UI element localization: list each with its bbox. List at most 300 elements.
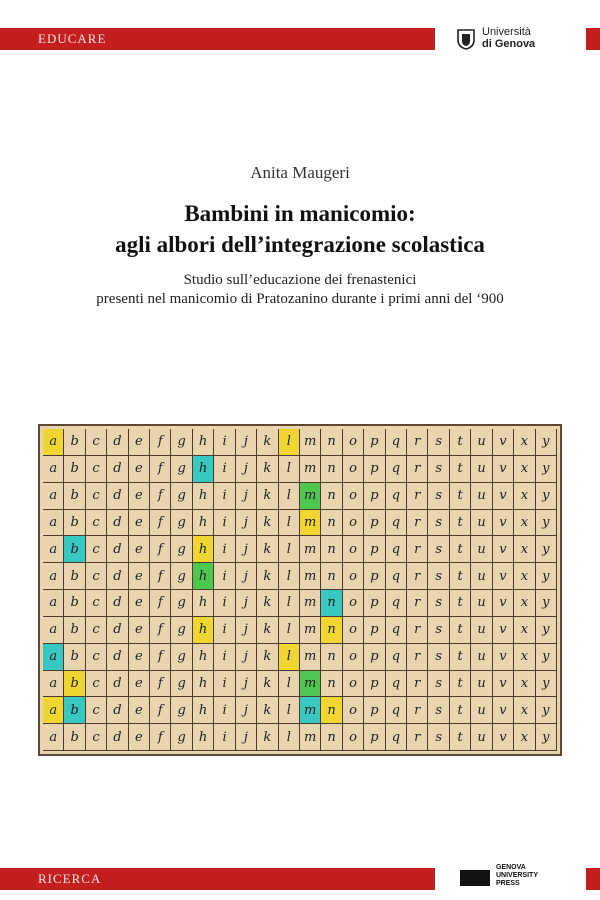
author-name: Anita Maugeri	[250, 163, 350, 182]
grid-letter-cell: d	[107, 563, 128, 590]
grid-letter-cell: j	[236, 671, 257, 698]
grid-letter-cell: p	[364, 429, 385, 456]
grid-letter-cell: l	[279, 671, 300, 698]
grid-letter-cell: t	[450, 697, 471, 724]
grid-letter-cell: i	[214, 671, 235, 698]
publisher-name	[496, 864, 538, 888]
grid-letter-cell: h	[193, 590, 214, 617]
grid-letter-cell: e	[129, 697, 150, 724]
grid-letter-cell: b	[64, 671, 85, 698]
grid-letter-cell: f	[150, 617, 171, 644]
grid-letter-cell: h	[193, 456, 214, 483]
grid-letter-cell: i	[214, 429, 235, 456]
publisher-logo	[460, 860, 570, 894]
grid-letter-cell: k	[257, 617, 278, 644]
grid-letter-cell: y	[536, 536, 557, 563]
grid-letter-cell: v	[493, 563, 514, 590]
grid-letter-cell: p	[364, 456, 385, 483]
grid-letter-cell: d	[107, 536, 128, 563]
grid-letter-cell: d	[107, 671, 128, 698]
grid-letter-cell: c	[86, 429, 107, 456]
grid-letter-cell: i	[214, 590, 235, 617]
title-line1: Bambini in manicomio:	[184, 201, 416, 226]
grid-letter-cell: x	[514, 697, 535, 724]
grid-letter-cell: n	[321, 697, 342, 724]
grid-letter-cell: f	[150, 483, 171, 510]
grid-letter-cell: b	[64, 429, 85, 456]
grid-letter-cell: h	[193, 429, 214, 456]
grid-letter-cell: q	[386, 590, 407, 617]
grid-letter-cell: i	[214, 483, 235, 510]
grid-letter-cell: y	[536, 617, 557, 644]
grid-letter-cell: u	[471, 483, 492, 510]
grid-letter-cell: l	[279, 510, 300, 537]
grid-letter-cell: d	[107, 483, 128, 510]
grid-letter-cell: m	[300, 456, 321, 483]
grid-letter-cell: g	[171, 456, 192, 483]
grid-letter-cell: b	[64, 644, 85, 671]
grid-letter-cell: v	[493, 590, 514, 617]
grid-letter-cell: k	[257, 483, 278, 510]
grid-letter-cell: c	[86, 590, 107, 617]
grid-letter-cell: v	[493, 724, 514, 751]
grid-letter-cell: a	[43, 590, 64, 617]
grid-letter-cell: e	[129, 510, 150, 537]
grid-letter-cell: u	[471, 456, 492, 483]
grid-letter-cell: l	[279, 724, 300, 751]
grid-letter-cell: f	[150, 724, 171, 751]
collection-label: RICERCA	[38, 871, 102, 886]
grid-letter-cell: e	[129, 644, 150, 671]
grid-letter-cell: r	[407, 456, 428, 483]
book-subtitle	[0, 271, 600, 309]
grid-letter-cell: m	[300, 483, 321, 510]
grid-letter-cell: u	[471, 724, 492, 751]
grid-letter-cell: u	[471, 617, 492, 644]
grid-letter-cell: p	[364, 563, 385, 590]
title-line2: agli albori dell’integrazione scolastica	[115, 232, 485, 257]
grid-letter-cell: n	[321, 483, 342, 510]
grid-letter-cell: i	[214, 644, 235, 671]
grid-letter-cell: h	[193, 671, 214, 698]
grid-letter-cell: a	[43, 510, 64, 537]
grid-letter-cell: p	[364, 536, 385, 563]
grid-letter-cell: o	[343, 536, 364, 563]
grid-letter-cell: u	[471, 563, 492, 590]
grid-letter-cell: q	[386, 671, 407, 698]
grid-letter-cell: r	[407, 483, 428, 510]
grid-letter-cell: i	[214, 724, 235, 751]
grid-letter-cell: j	[236, 510, 257, 537]
grid-letter-cell: x	[514, 671, 535, 698]
publisher-line2: UNIVERSITY	[496, 872, 539, 879]
grid-letter-cell: e	[129, 590, 150, 617]
grid-letter-cell: f	[150, 563, 171, 590]
grid-letter-cell: r	[407, 724, 428, 751]
grid-letter-cell: v	[493, 644, 514, 671]
university-line1: Università	[482, 26, 531, 38]
grid-letter-cell: f	[150, 671, 171, 698]
grid-letter-cell: x	[514, 429, 535, 456]
grid-letter-cell: j	[236, 724, 257, 751]
grid-letter-cell: f	[150, 644, 171, 671]
grid-letter-cell: q	[386, 429, 407, 456]
grid-letter-cell: o	[343, 644, 364, 671]
grid-letter-cell: p	[364, 644, 385, 671]
grid-letter-cell: i	[214, 536, 235, 563]
grid-letter-cell: a	[43, 617, 64, 644]
grid-letter-cell: j	[236, 536, 257, 563]
grid-letter-cell: n	[321, 671, 342, 698]
grid-letter-cell: r	[407, 510, 428, 537]
grid-letter-cell: y	[536, 563, 557, 590]
grid-letter-cell: m	[300, 510, 321, 537]
grid-letter-cell: e	[129, 724, 150, 751]
subtitle-line2: presenti nel manicomio di Pratozanino durante i primi anni del ‘900	[96, 291, 504, 307]
grid-letter-cell: h	[193, 510, 214, 537]
grid-letter-cell: c	[86, 483, 107, 510]
grid-letter-cell: n	[321, 644, 342, 671]
grid-letter-cell: l	[279, 483, 300, 510]
grid-letter-cell: u	[471, 644, 492, 671]
grid-letter-cell: m	[300, 590, 321, 617]
publisher-line1: GENOVA	[496, 864, 526, 871]
grid-letter-cell: v	[493, 483, 514, 510]
grid-letter-cell: d	[107, 697, 128, 724]
grid-letter-cell: u	[471, 536, 492, 563]
grid-letter-cell: q	[386, 483, 407, 510]
grid-letter-cell: a	[43, 724, 64, 751]
grid-letter-cell: q	[386, 563, 407, 590]
grid-letter-cell: r	[407, 697, 428, 724]
grid-letter-cell: h	[193, 724, 214, 751]
grid-letter-cell: h	[193, 536, 214, 563]
series-band-right	[586, 28, 600, 50]
grid-letter-cell: t	[450, 456, 471, 483]
grid-letter-cell: u	[471, 697, 492, 724]
grid-letter-cell: h	[193, 644, 214, 671]
grid-letter-cell: b	[64, 724, 85, 751]
grid-letter-cell: a	[43, 563, 64, 590]
grid-letter-cell: a	[43, 536, 64, 563]
collection-band-right	[586, 868, 600, 890]
grid-letter-cell: f	[150, 510, 171, 537]
grid-letter-cell: n	[321, 429, 342, 456]
grid-letter-cell: o	[343, 563, 364, 590]
grid-letter-cell: s	[428, 536, 449, 563]
grid-letter-cell: q	[386, 456, 407, 483]
grid-letter-cell: a	[43, 429, 64, 456]
grid-letter-cell: g	[171, 644, 192, 671]
grid-letter-cell: g	[171, 510, 192, 537]
grid-letter-cell: t	[450, 617, 471, 644]
grid-letter-cell: c	[86, 536, 107, 563]
grid-letter-cell: i	[214, 697, 235, 724]
grid-letter-cell: p	[364, 724, 385, 751]
grid-letter-cell: c	[86, 617, 107, 644]
grid-letter-cell: v	[493, 536, 514, 563]
grid-letter-cell: f	[150, 429, 171, 456]
grid-letter-cell: t	[450, 590, 471, 617]
grid-letter-cell: d	[107, 456, 128, 483]
grid-letter-cell: g	[171, 429, 192, 456]
grid-letter-cell: x	[514, 644, 535, 671]
grid-letter-cell: p	[364, 483, 385, 510]
grid-letter-cell: a	[43, 456, 64, 483]
grid-letter-cell: d	[107, 510, 128, 537]
grid-letter-cell: q	[386, 510, 407, 537]
grid-letter-cell: s	[428, 644, 449, 671]
grid-letter-cell: u	[471, 671, 492, 698]
grid-letter-cell: k	[257, 429, 278, 456]
grid-letter-cell: v	[493, 697, 514, 724]
grid-letter-cell: s	[428, 590, 449, 617]
grid-letter-cell: t	[450, 536, 471, 563]
grid-letter-cell: l	[279, 644, 300, 671]
grid-letter-cell: h	[193, 483, 214, 510]
grid-letter-cell: l	[279, 429, 300, 456]
grid-letter-cell: j	[236, 617, 257, 644]
grid-letter-cell: e	[129, 429, 150, 456]
grid-letter-cell: t	[450, 644, 471, 671]
grid-letter-cell: p	[364, 617, 385, 644]
grid-letter-cell: n	[321, 724, 342, 751]
grid-letter-cell: y	[536, 590, 557, 617]
grid-letter-cell: l	[279, 697, 300, 724]
grid-letter-cell: p	[364, 590, 385, 617]
grid-letter-cell: t	[450, 724, 471, 751]
grid-letter-cell: n	[321, 590, 342, 617]
grid-letter-cell: y	[536, 510, 557, 537]
grid-letter-cell: o	[343, 617, 364, 644]
grid-letter-cell: k	[257, 724, 278, 751]
grid-letter-cell: u	[471, 429, 492, 456]
series-band	[0, 28, 435, 50]
grid-letter-cell: c	[86, 563, 107, 590]
grid-letter-cell: t	[450, 483, 471, 510]
grid-letter-cell: d	[107, 644, 128, 671]
university-name	[482, 26, 535, 50]
grid-letter-cell: b	[64, 510, 85, 537]
grid-letter-cell: j	[236, 590, 257, 617]
grid-letter-cell: c	[86, 724, 107, 751]
grid-letter-cell: j	[236, 563, 257, 590]
grid-letter-cell: b	[64, 563, 85, 590]
grid-letter-cell: x	[514, 483, 535, 510]
grid-letter-cell: j	[236, 456, 257, 483]
grid-letter-cell: c	[86, 644, 107, 671]
grid-letter-cell: g	[171, 617, 192, 644]
grid-letter-cell: e	[129, 456, 150, 483]
grid-letter-cell: k	[257, 697, 278, 724]
grid-letter-cell: e	[129, 563, 150, 590]
grid-letter-cell: m	[300, 697, 321, 724]
grid-letter-cell: o	[343, 483, 364, 510]
grid-letter-cell: r	[407, 590, 428, 617]
grid-letter-cell: f	[150, 536, 171, 563]
grid-letter-cell: l	[279, 536, 300, 563]
grid-letter-cell: q	[386, 536, 407, 563]
grid-letter-cell: m	[300, 724, 321, 751]
grid-letter-cell: s	[428, 697, 449, 724]
grid-letter-cell: y	[536, 644, 557, 671]
grid-letter-cell: m	[300, 644, 321, 671]
grid-letter-cell: t	[450, 671, 471, 698]
grid-letter-cell: i	[214, 456, 235, 483]
grid-letter-cell: y	[536, 456, 557, 483]
grid-letter-cell: d	[107, 429, 128, 456]
grid-letter-cell: r	[407, 671, 428, 698]
grid-letter-cell: r	[407, 429, 428, 456]
grid-letter-cell: h	[193, 697, 214, 724]
publisher-mark-icon	[460, 870, 490, 886]
grid-letter-cell: u	[471, 590, 492, 617]
grid-letter-cell: k	[257, 644, 278, 671]
subtitle-line1: Studio sull’educazione dei frenastenici	[183, 272, 417, 288]
grid-letter-cell: y	[536, 429, 557, 456]
grid-letter-cell: f	[150, 697, 171, 724]
grid-letter-cell: h	[193, 617, 214, 644]
grid-letter-cell: b	[64, 536, 85, 563]
grid-letter-cell: c	[86, 456, 107, 483]
grid-letter-cell: j	[236, 697, 257, 724]
grid-letter-cell: u	[471, 510, 492, 537]
grid-letter-cell: s	[428, 483, 449, 510]
grid-letter-cell: y	[536, 671, 557, 698]
grid-letter-cell: k	[257, 563, 278, 590]
collection-band	[0, 868, 435, 890]
grid-letter-cell: b	[64, 697, 85, 724]
grid-letter-cell: p	[364, 671, 385, 698]
grid-letter-cell: k	[257, 510, 278, 537]
grid-letter-cell: m	[300, 536, 321, 563]
grid-letter-cell: n	[321, 536, 342, 563]
grid-letter-cell: m	[300, 429, 321, 456]
grid-letter-cell: e	[129, 483, 150, 510]
grid-letter-cell: r	[407, 563, 428, 590]
grid-letter-cell: x	[514, 563, 535, 590]
grid-letter-cell: g	[171, 697, 192, 724]
grid-letter-cell: c	[86, 510, 107, 537]
grid-letter-cell: m	[300, 671, 321, 698]
grid-letter-cell: q	[386, 724, 407, 751]
grid-letter-cell: o	[343, 671, 364, 698]
grid-letter-cell: a	[43, 483, 64, 510]
grid-letter-cell: e	[129, 617, 150, 644]
alphabet-grid-image	[38, 424, 562, 756]
grid-letter-cell: s	[428, 617, 449, 644]
grid-letter-cell: o	[343, 429, 364, 456]
grid-letter-cell: k	[257, 671, 278, 698]
grid-letter-cell: q	[386, 697, 407, 724]
university-crest-icon	[456, 28, 476, 50]
publisher-line3: PRESS	[496, 880, 520, 887]
grid-letter-cell: d	[107, 724, 128, 751]
grid-letter-cell: q	[386, 617, 407, 644]
university-line2: di Genova	[482, 38, 536, 50]
grid-letter-cell: y	[536, 724, 557, 751]
grid-letter-cell: o	[343, 697, 364, 724]
grid-letter-cell: x	[514, 617, 535, 644]
grid-letter-cell: b	[64, 456, 85, 483]
grid-letter-cell: c	[86, 671, 107, 698]
grid-letter-cell: f	[150, 590, 171, 617]
grid-letter-cell: r	[407, 536, 428, 563]
grid-letter-cell: x	[514, 536, 535, 563]
grid-letter-cell: l	[279, 456, 300, 483]
grid-letter-cell: j	[236, 644, 257, 671]
grid-letter-cell: q	[386, 644, 407, 671]
grid-letter-cell: m	[300, 617, 321, 644]
grid-letter-cell: s	[428, 671, 449, 698]
grid-letter-cell: m	[300, 563, 321, 590]
grid-letter-cell: i	[214, 563, 235, 590]
grid-letter-cell: d	[107, 617, 128, 644]
grid-letter-cell: x	[514, 456, 535, 483]
grid-letter-cell: k	[257, 536, 278, 563]
grid-letter-cell: n	[321, 563, 342, 590]
grid-letter-cell: c	[86, 697, 107, 724]
grid-letter-cell: f	[150, 456, 171, 483]
grid-letter-cell: h	[193, 563, 214, 590]
grid-letter-cell: g	[171, 483, 192, 510]
grid-letter-cell: k	[257, 456, 278, 483]
alphabet-grid	[43, 429, 557, 751]
grid-letter-cell: s	[428, 456, 449, 483]
grid-letter-cell: v	[493, 456, 514, 483]
grid-letter-cell: r	[407, 617, 428, 644]
grid-letter-cell: b	[64, 483, 85, 510]
grid-letter-cell: e	[129, 671, 150, 698]
grid-letter-cell: g	[171, 563, 192, 590]
grid-letter-cell: o	[343, 590, 364, 617]
grid-letter-cell: t	[450, 429, 471, 456]
grid-letter-cell: y	[536, 697, 557, 724]
grid-letter-cell: g	[171, 671, 192, 698]
grid-letter-cell: o	[343, 724, 364, 751]
grid-letter-cell: y	[536, 483, 557, 510]
grid-letter-cell: v	[493, 617, 514, 644]
grid-letter-cell: r	[407, 644, 428, 671]
grid-letter-cell: n	[321, 510, 342, 537]
grid-letter-cell: g	[171, 724, 192, 751]
grid-letter-cell: n	[321, 456, 342, 483]
grid-letter-cell: x	[514, 510, 535, 537]
grid-letter-cell: a	[43, 671, 64, 698]
grid-letter-cell: s	[428, 724, 449, 751]
grid-letter-cell: o	[343, 510, 364, 537]
grid-letter-cell: j	[236, 483, 257, 510]
grid-letter-cell: v	[493, 429, 514, 456]
grid-letter-cell: l	[279, 617, 300, 644]
university-logo	[456, 26, 566, 56]
grid-letter-cell: s	[428, 510, 449, 537]
grid-letter-cell: n	[321, 617, 342, 644]
grid-letter-cell: i	[214, 617, 235, 644]
grid-letter-cell: a	[43, 697, 64, 724]
grid-letter-cell: d	[107, 590, 128, 617]
grid-letter-cell: i	[214, 510, 235, 537]
grid-letter-cell: e	[129, 536, 150, 563]
grid-letter-cell: s	[428, 563, 449, 590]
grid-letter-cell: b	[64, 617, 85, 644]
grid-letter-cell: t	[450, 510, 471, 537]
grid-letter-cell: g	[171, 536, 192, 563]
grid-letter-cell: b	[64, 590, 85, 617]
grid-letter-cell: p	[364, 510, 385, 537]
grid-letter-cell: g	[171, 590, 192, 617]
grid-letter-cell: l	[279, 590, 300, 617]
